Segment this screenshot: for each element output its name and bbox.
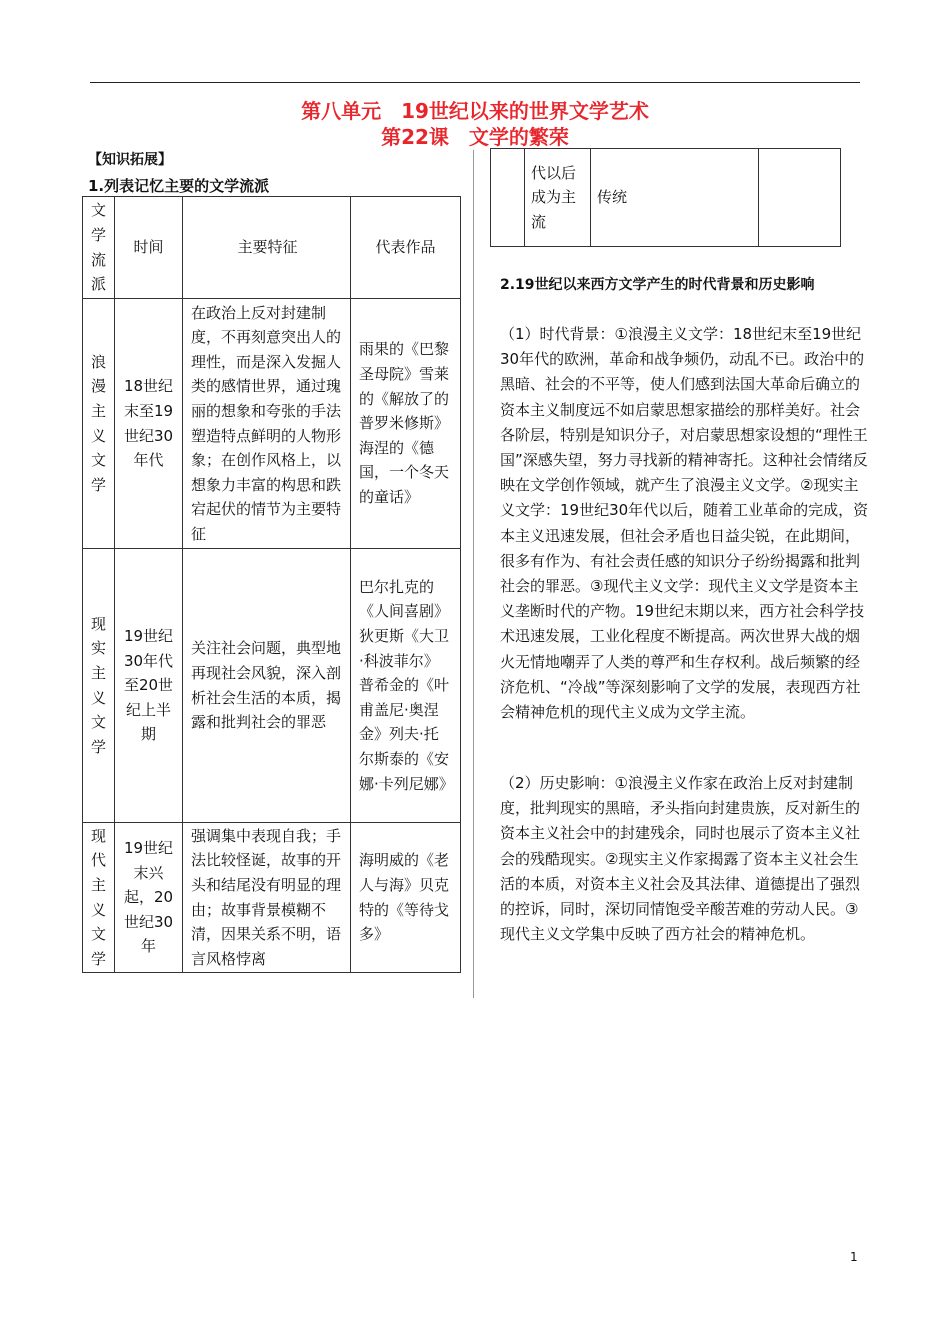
time-cell-continued: 代以后成为主流 — [525, 149, 591, 247]
school-cell: 现代主义文学 — [83, 823, 115, 973]
table-row — [83, 299, 461, 549]
table-continuation — [490, 148, 841, 247]
top-rule — [90, 82, 860, 83]
table-row-continued — [491, 149, 841, 247]
q2-title: 2.19世纪以来西方文学产生的时代背景和历史影响 — [500, 277, 815, 293]
time-cell: 19世纪30年代至20世纪上半期 — [115, 549, 183, 823]
features-cell-continued: 传统 — [591, 149, 759, 247]
works-cell: 海明威的《老人与海》贝克特的《等待戈多》 — [351, 823, 461, 973]
unit-title: 第八单元 19世纪以来的世界文学艺术 — [301, 99, 649, 123]
features-cell: 在政治上反对封建制度，不再刻意突出人的理性，而是深入发掘人类的感情世界，通过瑰丽的想象和夸张的手法塑造特点鲜明的人物形象；在创作风格上，以想象力丰富的构思和跌宕起伏的情节为主要特征 — [183, 299, 351, 549]
works-cell: 巴尔扎克的《人间喜剧》狄更斯《大卫·科波菲尔》普希金的《叶甫盖尼·奥涅金》列夫·托尔斯泰的《安娜·卡列尼娜》 — [351, 549, 461, 823]
features-cell: 强调集中表现自我；手法比较怪诞，故事的开头和结尾没有明显的理由；故事背景模糊不清，因果关系不明，语言风格悖离 — [183, 823, 351, 973]
header-works: 代表作品 — [351, 197, 461, 299]
header-features: 主要特征 — [183, 197, 351, 299]
header-time: 时间 — [115, 197, 183, 299]
background-paragraph: （1）时代背景：①浪漫主义文学：18世纪末至19世纪30年代的欧洲，革命和战争频仍，动乱不已。政治中的黑暗、社会的不平等，使人们感到法国大革命后确立的资本主义制度远不如启蒙思想家描绘的那样美好。社会各阶层，特别是知识分子，对启蒙思想家设想的“理性王国”深感失望，努力寻找新的精神寄托。这种社会情绪反映在文学创作领域，就产生了浪漫主义文学。②现实主义文学：19世纪30年代以后，随着工业革命的完成，资本主义迅速发展，但社会矛盾也日益尖锐，在此期间，很多有作为、有社会责任感的知识分子纷纷揭露和批判社会的罪恶。③现代主义文学：现代主义文学是资本主义垄断时代的产物。19世纪末期以来，西方社会科学技术迅速发展，工业化程度不断提高。两次世界大战的烟火无情地嘲弄了人类的尊严和生存权利。战后频繁的经济危机、“冷战”等深刻影响了文学的发展，表现西方社会精神危机的现代主义成为文学主流。 — [500, 325, 869, 722]
table-row — [83, 823, 461, 973]
features-cell: 关注社会问题，典型地再现社会风貌，深入剖析社会生活的本质，揭露和批判社会的罪恶 — [183, 549, 351, 823]
time-cell: 18世纪末至19世纪30年代 — [115, 299, 183, 549]
works-cell: 雨果的《巴黎圣母院》雪莱的《解放了的普罗米修斯》海涅的《德国，一个冬天的童话》 — [351, 299, 461, 549]
q1-title: 1.列表记忆主要的文学流派 — [88, 177, 270, 195]
school-cell: 现实主义文学 — [83, 549, 115, 823]
table-row — [83, 549, 461, 823]
influence-paragraph: （2）历史影响：①浪漫主义作家在政治上反对封建制度，批判现实的黑暗，矛头指向封建贵族，反对新生的资本主义社会中的封建残余，同时也展示了资本主义社会的残酷现实。②现实主义作家揭露了资本主义社会生活的本质，对资本主义社会及其法律、道德提出了强烈的控诉，同时，深切同情饱受辛酸苦难的劳动人民。③现代主义文学集中反映了西方社会的精神危机。 — [500, 774, 861, 944]
column-divider — [473, 150, 474, 998]
time-cell: 19世纪末兴起，20世纪30年 — [115, 823, 183, 973]
lesson-title: 第22课 文学的繁荣 — [381, 125, 569, 149]
table-header-row — [83, 197, 461, 299]
literary-schools-table — [82, 196, 461, 973]
works-cell-continued — [759, 149, 841, 247]
header-school: 文学流派 — [83, 197, 115, 299]
page-number: 1 — [850, 1250, 858, 1264]
school-cell: 浪漫主义文学 — [83, 299, 115, 549]
section-label: 【知识拓展】 — [88, 152, 172, 168]
school-cell-continued — [491, 149, 525, 247]
